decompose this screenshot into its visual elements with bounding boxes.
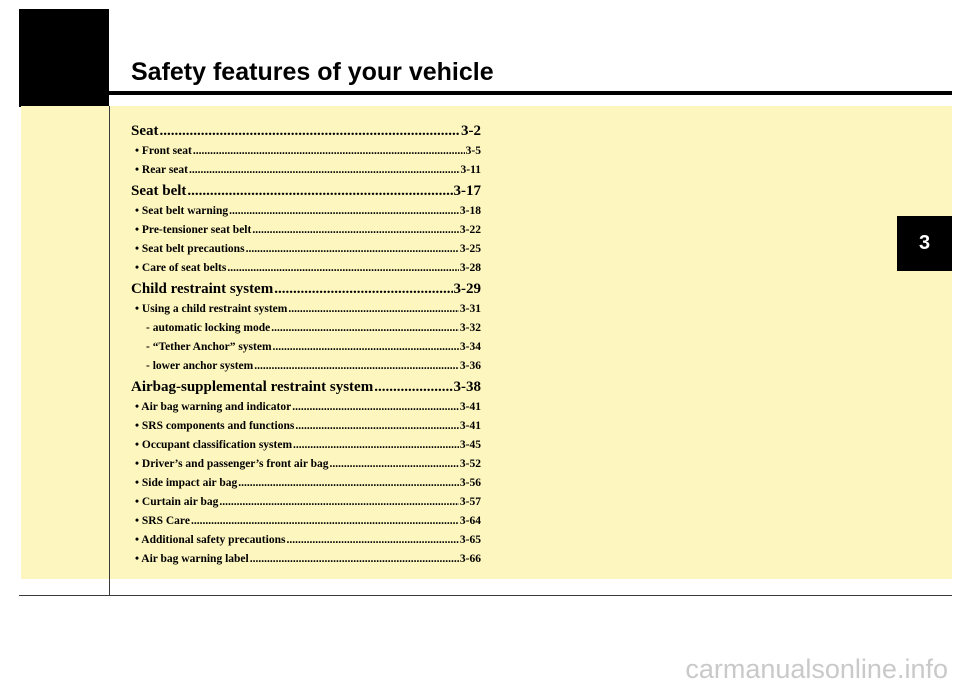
toc-page-number: 3-25 <box>459 243 481 255</box>
table-of-contents <box>131 120 481 569</box>
toc-leader-dots <box>286 531 458 550</box>
toc-leader-dots <box>160 120 461 142</box>
header-black-block <box>19 9 109 107</box>
toc-page-number: 3-34 <box>459 341 481 353</box>
toc-entry[interactable] <box>131 240 481 259</box>
toc-leader-dots <box>273 338 459 357</box>
toc-entry[interactable] <box>131 436 481 455</box>
toc-subentry[interactable] <box>131 319 481 338</box>
toc-leader-dots <box>187 180 452 202</box>
toc-page-number: 3-18 <box>459 205 481 217</box>
toc-entry[interactable] <box>131 474 481 493</box>
toc-leader-dots <box>374 376 452 398</box>
toc-leader-dots <box>246 240 459 259</box>
toc-label: • Care of seat belts <box>135 262 227 274</box>
toc-leader-dots <box>219 493 459 512</box>
toc-page-number: 3-56 <box>459 477 481 489</box>
toc-entry[interactable] <box>131 161 481 180</box>
toc-page-number: 3-64 <box>459 515 481 527</box>
toc-entry[interactable] <box>131 202 481 221</box>
toc-label: • Curtain air bag <box>135 496 219 508</box>
toc-label: • SRS components and functions <box>135 420 295 432</box>
toc-page-number: 3-38 <box>453 379 481 395</box>
toc-entry[interactable] <box>131 531 481 550</box>
toc-entry[interactable] <box>131 398 481 417</box>
toc-page-number: 3-2 <box>461 123 481 139</box>
toc-label: • Using a child restraint system <box>135 303 288 315</box>
toc-page-number: 3-17 <box>453 183 481 199</box>
toc-entry[interactable] <box>131 300 481 319</box>
toc-label: • Seat belt precautions <box>135 243 245 255</box>
toc-page-number: 3-66 <box>459 553 481 565</box>
toc-label: • Rear seat <box>135 164 188 176</box>
toc-page-number: 3-28 <box>459 262 481 274</box>
toc-leader-dots <box>288 300 459 319</box>
toc-label: • Additional safety precautions <box>135 534 286 546</box>
footer-rule <box>19 595 952 596</box>
toc-entry[interactable] <box>131 455 481 474</box>
toc-label: • Pre-tensioner seat belt <box>135 224 252 236</box>
toc-label: • Driver’s and passenger’s front air bag <box>135 458 329 470</box>
toc-leader-dots <box>295 417 459 436</box>
chapter-tab[interactable]: 3 <box>897 216 952 271</box>
toc-label: Airbag-supplemental restraint system <box>131 379 374 395</box>
watermark: carmanualsonline.info <box>685 654 948 684</box>
toc-page-number: 3-29 <box>453 281 481 297</box>
toc-leader-dots <box>193 142 465 161</box>
toc-page-number: 3-5 <box>465 145 481 157</box>
toc-label: • SRS Care <box>135 515 190 527</box>
toc-label: Seat belt <box>131 183 187 199</box>
toc-leader-dots <box>189 161 460 180</box>
toc-entry[interactable] <box>131 493 481 512</box>
toc-section[interactable] <box>131 278 481 300</box>
toc-leader-dots <box>191 512 459 531</box>
toc-label: Seat <box>131 123 159 139</box>
toc-page-number: 3-41 <box>459 420 481 432</box>
toc-entry[interactable] <box>131 142 481 161</box>
margin-rule <box>109 106 110 596</box>
toc-label: • Front seat <box>135 145 192 157</box>
toc-section[interactable] <box>131 180 481 202</box>
toc-page-number: 3-41 <box>459 401 481 413</box>
toc-label: - lower anchor system <box>146 360 254 372</box>
toc-subentry[interactable] <box>131 357 481 376</box>
page-title: Safety features of your vehicle <box>131 58 494 86</box>
toc-label: • Air bag warning and indicator <box>135 401 292 413</box>
toc-leader-dots <box>271 319 459 338</box>
toc-label: • Air bag warning label <box>135 553 249 565</box>
toc-leader-dots <box>330 455 459 474</box>
toc-entry[interactable] <box>131 550 481 569</box>
toc-page-number: 3-45 <box>459 439 481 451</box>
toc-leader-dots <box>254 357 459 376</box>
toc-leader-dots <box>238 474 459 493</box>
toc-entry[interactable] <box>131 512 481 531</box>
toc-section[interactable] <box>131 376 481 398</box>
toc-label: • Occupant classification system <box>135 439 293 451</box>
toc-label: Child restraint system <box>131 281 274 297</box>
toc-label: - automatic locking mode <box>146 322 271 334</box>
toc-leader-dots <box>293 436 459 455</box>
toc-leader-dots <box>227 259 459 278</box>
toc-page-number: 3-65 <box>459 534 481 546</box>
toc-label: • Side impact air bag <box>135 477 238 489</box>
toc-label: • Seat belt warning <box>135 205 229 217</box>
toc-leader-dots <box>292 398 459 417</box>
toc-leader-dots <box>250 550 459 569</box>
toc-page-number: 3-52 <box>459 458 481 470</box>
toc-page-number: 3-22 <box>459 224 481 236</box>
toc-leader-dots <box>229 202 459 221</box>
toc-entry[interactable] <box>131 417 481 436</box>
toc-label: - “Tether Anchor” system <box>146 341 272 353</box>
toc-leader-dots <box>274 278 452 300</box>
toc-entry[interactable] <box>131 221 481 240</box>
toc-section[interactable] <box>131 120 481 142</box>
toc-page-number: 3-11 <box>460 164 481 176</box>
toc-page-number: 3-57 <box>459 496 481 508</box>
toc-subentry[interactable] <box>131 338 481 357</box>
toc-page-number: 3-31 <box>459 303 481 315</box>
toc-page-number: 3-32 <box>459 322 481 334</box>
toc-page-number: 3-36 <box>459 360 481 372</box>
title-rule <box>109 91 952 95</box>
toc-entry[interactable] <box>131 259 481 278</box>
toc-leader-dots <box>252 221 459 240</box>
